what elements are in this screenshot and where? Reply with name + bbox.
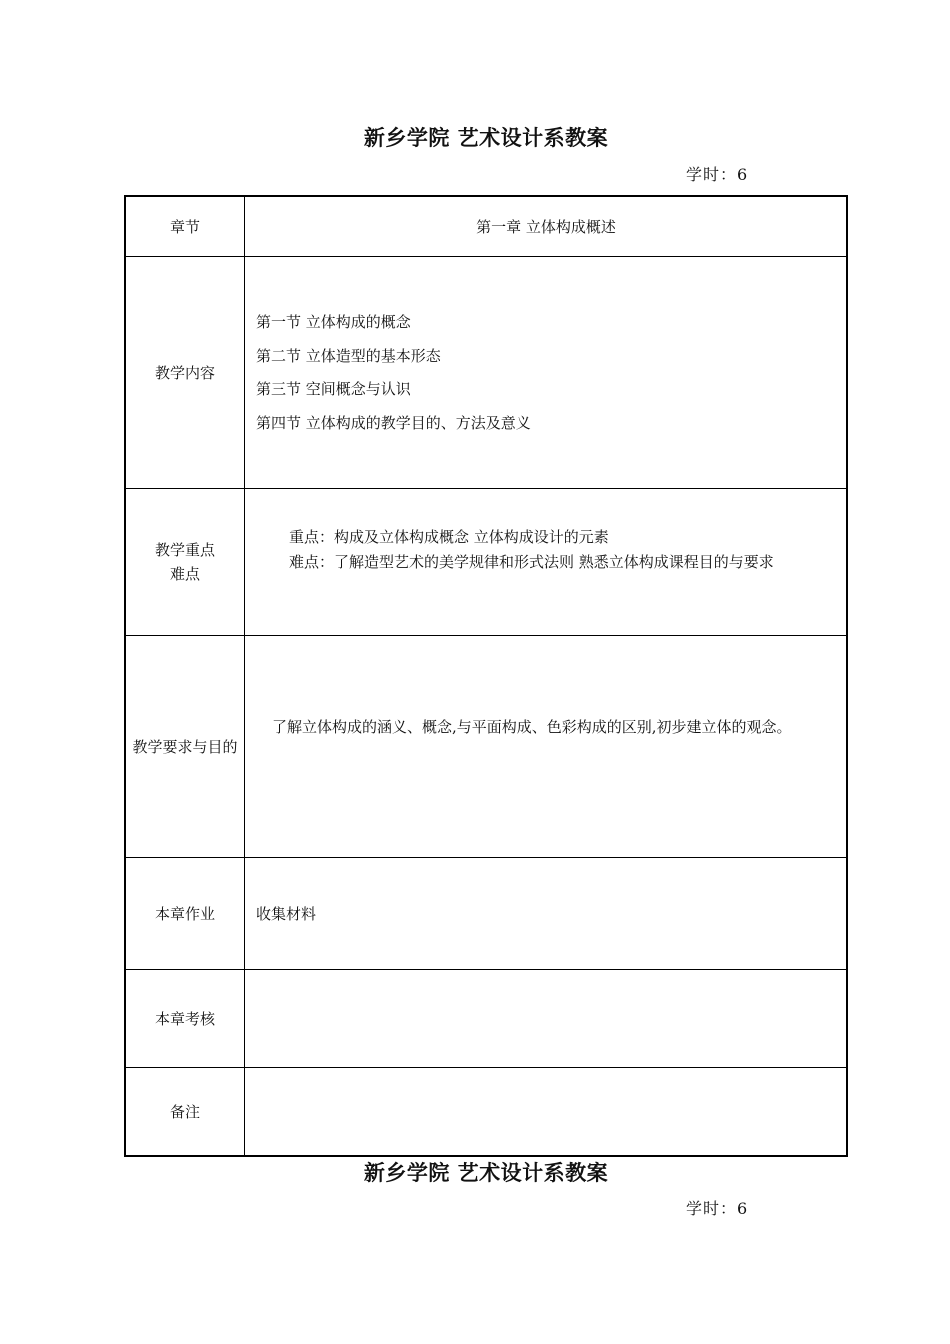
requirements-text: 了解立体构成的涵义、概念,与平面构成、色彩构成的区别,初步建立体的观念。	[272, 718, 792, 736]
remarks-label: 备注	[126, 1068, 245, 1155]
section-item: 第二节 立体造型的基本形态	[256, 346, 441, 365]
homework-label: 本章作业	[126, 858, 245, 969]
assessment-row	[126, 970, 846, 1068]
teaching-content-row	[126, 257, 846, 489]
key-points-text	[289, 525, 774, 575]
requirements-cell	[246, 636, 846, 857]
chapter-value: 第一章 立体构成概述	[476, 218, 616, 236]
assessment-value	[246, 970, 846, 1067]
next-page-class-hours: 学时：6	[686, 1199, 749, 1218]
chapter-row	[126, 197, 846, 257]
section-item: 第四节 立体构成的教学目的、方法及意义	[256, 413, 531, 432]
remarks-value	[246, 1068, 846, 1155]
section-list	[256, 306, 531, 440]
page-title: 新乡学院 艺术设计系教案	[363, 126, 609, 150]
focus-text: 重点：构成及立体构成概念 立体构成设计的元素	[289, 528, 609, 546]
homework-value: 收集材料	[256, 905, 317, 923]
key-points-cell	[246, 489, 846, 635]
key-points-label	[126, 489, 245, 635]
class-hours: 学时：6	[686, 165, 749, 184]
homework-row	[126, 858, 846, 970]
key-points-label-line: 教学重点	[154, 541, 215, 559]
key-points-label-line: 难点	[169, 565, 200, 583]
section-item: 第三节 空间概念与认识	[256, 380, 411, 398]
difficulty-text: 难点：了解造型艺术的美学规律和形式法则 熟悉立体构成课程目的与要求	[289, 553, 774, 571]
lesson-plan-table	[124, 195, 848, 1157]
key-points-row	[126, 489, 846, 636]
assessment-label: 本章考核	[126, 970, 245, 1067]
remarks-row	[126, 1068, 846, 1155]
teaching-content-cell	[246, 257, 846, 488]
teaching-content-label: 教学内容	[126, 257, 245, 488]
section-item: 第一节 立体构成的概念	[256, 313, 411, 331]
requirements-label: 教学要求与目的	[126, 636, 245, 857]
next-page-title: 新乡学院 艺术设计系教案	[363, 1161, 609, 1185]
chapter-label: 章节	[126, 197, 245, 256]
requirements-row	[126, 636, 846, 858]
